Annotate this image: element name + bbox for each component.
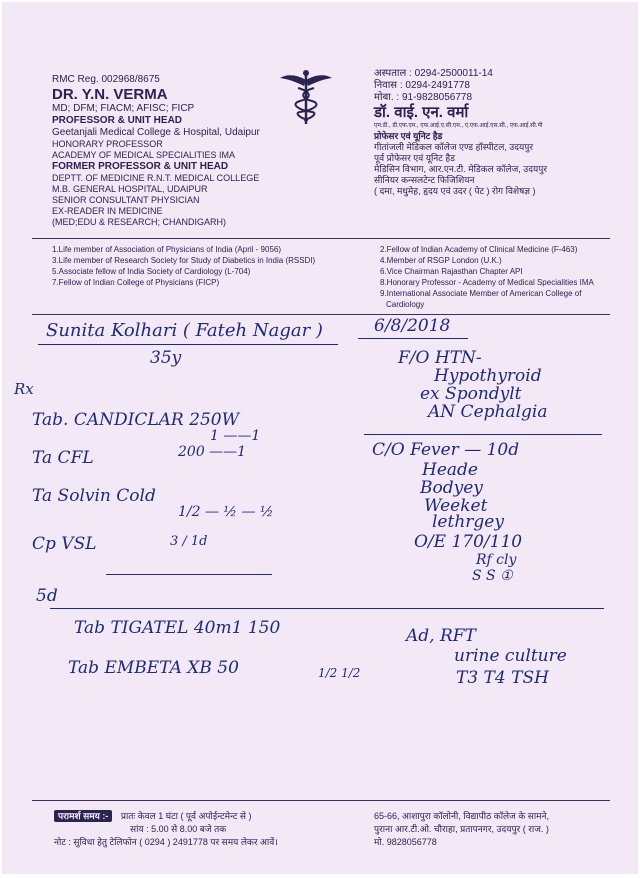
membership-item: 2.Fellow of Indian Academy of Clinical Medicine (F-463) xyxy=(380,245,578,254)
header-line: M.B. GENERAL HOSPITAL, UDAIPUR xyxy=(52,184,208,194)
doctor-name-hindi: डॉ. वाई. एन. वर्मा xyxy=(374,104,469,121)
header-line-hindi: सीनियर कन्सलटेन्ट फिजिशियन xyxy=(374,175,475,185)
medicine-4-dose: 3 / 1d xyxy=(170,534,208,549)
doctor-degrees-hindi: एम.डी., डी.एफ.एम., एफ.आई.ए.सी.एम., ए.एफ.आई.एस.सी., एफ.आई.सी.पी xyxy=(374,123,543,129)
header-line: ACADEMY OF MEDICAL SPECIALITIES IMA xyxy=(52,150,236,160)
footer-divider xyxy=(32,800,610,801)
advice-line: T3 T4 TSH xyxy=(456,668,549,688)
header-line-hindi: गीतांजली मेडिकल कॉलेज एण्ड हॉस्पीटल, उदयपुर xyxy=(374,142,534,152)
header-line-hindi: प्रोफेसर एवं यूनिट हैड xyxy=(374,131,443,141)
header-line: HONORARY PROFESSOR xyxy=(52,139,163,149)
medicine-2: Ta CFL xyxy=(32,448,94,468)
membership-item: Cardiology xyxy=(386,300,425,309)
morning-hours: प्रातः केवल 1 घंटा ( पूर्व अपोईन्टमेन्ट से ) xyxy=(120,811,252,821)
history-line: F/O HTN- xyxy=(398,348,482,368)
header-line-hindi: पूर्व प्रोफेसर एवं यूनिट हैड xyxy=(374,153,455,163)
patient-age: 35y xyxy=(150,348,182,368)
complaint-line: lethrgey xyxy=(432,512,504,532)
medicine-3: Ta Solvin Cold xyxy=(32,486,156,506)
hospital-phone: अस्पताल : 0294-2500011-14 xyxy=(374,68,493,79)
history-line: Hypothyroid xyxy=(434,366,542,386)
medicine-3-dose: 1/2 — ½ — ½ xyxy=(178,504,274,520)
evening-hours: सांय : 5.00 से 8.00 बजे तक xyxy=(130,824,227,834)
advice-line: Ad, RFT xyxy=(406,626,476,646)
medicine-6: Tab EMBETA XB 50 xyxy=(68,658,239,678)
header-line: DEPTT. OF MEDICINE R.N.T. MEDICAL COLLEGE xyxy=(52,173,260,183)
complaints-divider xyxy=(364,434,602,435)
date-underline xyxy=(358,338,468,339)
header-line-hindi: मेडिसिन विभाग, आर.एन.टी. मेडिकल कॉलेज, उदयपुर xyxy=(374,164,548,174)
header-line-hindi: ( दमा, मधुमेह, हृदय एवं उदर ( पेट ) रोग विशेषज्ञ ) xyxy=(374,186,536,196)
history-line: AN Cephalgia xyxy=(428,402,548,422)
medicine-1-dose: 1 ——1 xyxy=(210,428,261,444)
history-line: ex Spondylt xyxy=(420,384,522,404)
section-divider xyxy=(50,608,604,609)
medicine-6-dose: 1/2 1/2 xyxy=(318,666,361,680)
clinic-mobile: मो. 9828056778 xyxy=(374,837,437,847)
membership-item: 8.Honorary Professor - Academy of Medical Specialities IMA xyxy=(380,278,594,287)
doctor-former-title: FORMER PROFESSOR & UNIT HEAD xyxy=(52,161,229,172)
visit-date: 6/8/2018 xyxy=(374,316,451,336)
complaint-line: C/O Fever — 10d xyxy=(372,440,520,460)
medicine-5: Tab TIGATEL 40m1 150 xyxy=(74,618,281,638)
advice-line: urine culture xyxy=(454,646,567,666)
membership-item: 1.Life member of Association of Physicians of India (April - 9056) xyxy=(52,245,281,254)
examination-bp: O/E 170/110 xyxy=(414,532,523,552)
clinic-address xyxy=(374,810,624,849)
consultation-label: परामर्श समय :- xyxy=(54,810,112,822)
medicine-4: Cp VSL xyxy=(32,534,97,554)
complaint-line: Bodyey xyxy=(420,478,483,498)
memberships-right xyxy=(380,244,620,310)
residence-phone: निवास : 0294-2491778 xyxy=(374,80,470,91)
membership-item: 7.Fellow of Indian College of Physicians (FICP) xyxy=(52,278,220,287)
membership-item: 5.Associate fellow of India Society of Cardiology (L-704) xyxy=(52,267,251,276)
membership-item: 9.International Associate Member of American College of xyxy=(380,289,582,298)
patient-underline xyxy=(38,344,338,345)
registration-number: RMC Reg. 002968/8675 xyxy=(52,74,160,85)
examination-line: S S ① xyxy=(472,568,513,584)
medicine-1: Tab. CANDICLAR 250W xyxy=(32,410,240,430)
header-divider xyxy=(32,238,610,239)
header-line: SENIOR CONSULTANT PHYSICIAN xyxy=(52,195,200,205)
membership-item: 6.Vice Chairman Rajasthan Chapter API xyxy=(380,267,523,276)
membership-divider xyxy=(32,314,610,315)
doctor-title: PROFESSOR & UNIT HEAD xyxy=(52,115,183,126)
medicine-2-dose: 200 ——1 xyxy=(178,444,247,460)
header-line: (MED;EDU & RESEARCH; CHANDIGARH) xyxy=(52,217,227,227)
address-line: 65-66, आशापुरा कॉलोनी, विद्यापीठ कॉलेज के सामने, xyxy=(374,811,550,821)
patient-name: Sunita Kolhari ( Fateh Nagar ) xyxy=(46,320,323,341)
header-line: Geetanjali Medical College & Hospital, Udaipur xyxy=(52,127,260,138)
memberships-left xyxy=(52,244,372,288)
doctor-header-hindi xyxy=(374,68,624,197)
doctor-name: DR. Y.N. VERMA xyxy=(52,86,168,103)
footer-note: नोट : सुविधा हेतु टेलिफोन ( 0294 ) 2491778 पर समय लेकर आवें। xyxy=(54,837,278,847)
duration-note: 5d xyxy=(36,586,58,606)
consultation-hours xyxy=(54,810,344,849)
membership-item: 4.Member of RSGP London (U.K.) xyxy=(380,256,502,265)
mobile-phone: मोबा. : 91-9828056778 xyxy=(374,92,473,103)
doctor-degrees: MD; DFM; FIACM; AFISC; FICP xyxy=(52,103,195,114)
examination-line: Rf cly xyxy=(476,552,517,568)
caduceus-logo-icon xyxy=(278,68,334,126)
membership-item: 3.Life member of Research Society for Study of Diabetics in India (RSSDI) xyxy=(52,256,316,265)
header-line: EX-READER IN MEDICINE xyxy=(52,206,163,216)
prescription-page xyxy=(2,2,638,874)
complaint-line: Weeket xyxy=(424,496,488,516)
complaint-line: Heade xyxy=(422,460,478,480)
address-line: पुराना आर.टी.ओ. चौराहा, प्रतापनगर, उदयपुर ( राज. ) xyxy=(374,824,549,834)
rx-symbol: Rx xyxy=(14,380,34,398)
medicine-underline xyxy=(106,574,272,575)
